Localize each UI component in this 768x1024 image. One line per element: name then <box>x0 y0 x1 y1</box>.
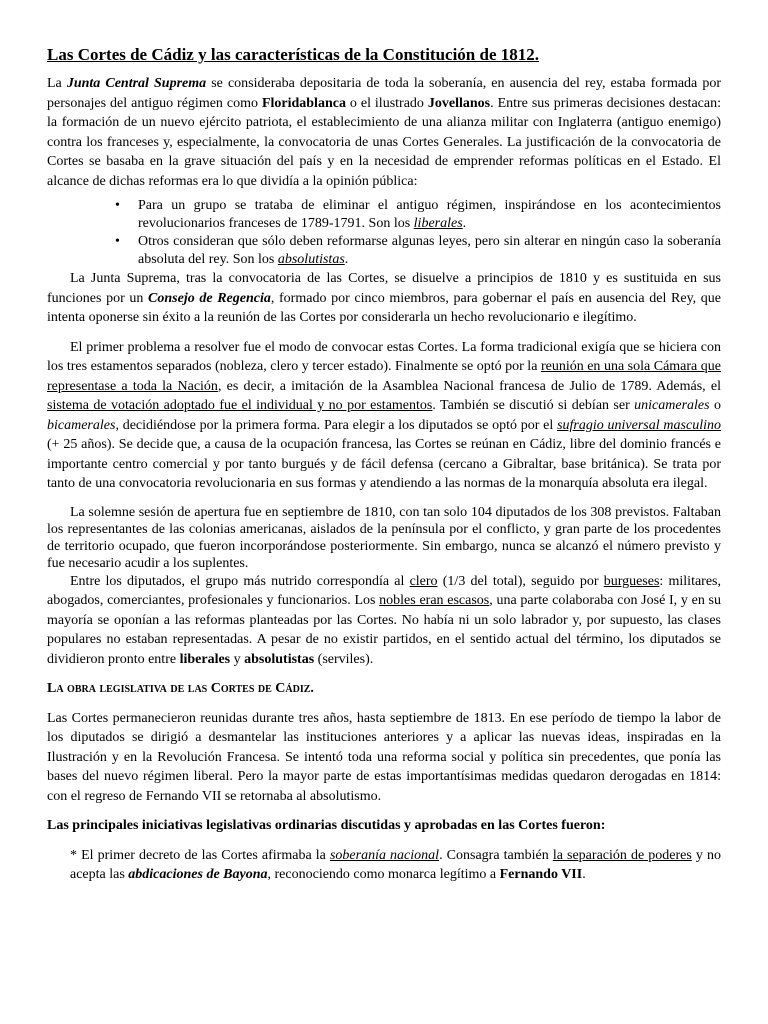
bold-term: absolutistas <box>244 651 315 667</box>
text-run: o el ilustrado <box>345 95 428 111</box>
text-run: . Consagra también <box>439 847 553 863</box>
subheading-text: Las principales iniciativas legislativas ordinarias discutidas y aprobadas en las Cortes fueron: <box>47 818 606 833</box>
text-run: . <box>462 216 467 231</box>
text-run: Entre los diputados, el grupo más nutrido correspondía al <box>70 573 410 589</box>
bullet-icon: • <box>115 198 120 213</box>
text-run: La Junta Suprema, tras la convocatoria de las Cortes, se disuelve a principios de 1810 y es sustituida en sus funciones por un <box>47 271 721 306</box>
name-jovellanos: Jovellanos <box>427 95 491 111</box>
text-run: (1/3 del total), seguido por <box>437 573 604 589</box>
text-run: o <box>709 398 721 413</box>
underlined-phrase: nobles eran escasos <box>379 593 490 608</box>
term-bayona: abdicaciones de Bayona <box>128 867 268 882</box>
section-subheading <box>47 816 721 836</box>
underlined-phrase: sistema de votación adoptado fue el individual y no por estamentos <box>47 398 433 413</box>
text-run: Para un grupo se trataba de eliminar el antiguo régimen, inspirándose en los acontecimientos revolucionarios franceses de 1789-1791. Son los <box>138 198 721 231</box>
list-item <box>115 233 721 269</box>
paragraph-convocatoria <box>47 338 721 494</box>
bullet-list <box>47 197 721 269</box>
paragraph-junta-suprema <box>47 269 721 328</box>
text-run: y no acepta las <box>70 847 722 882</box>
list-item <box>115 197 721 233</box>
term-consejo-regencia: Consejo de Regencia <box>148 290 271 306</box>
document-title: Las Cortes de Cádiz y las características de la Constitución de 1812. <box>47 45 540 64</box>
paragraph-junta-central <box>47 74 721 191</box>
text-run: Otros consideran que sólo deben reformarse algunas leyes, pero sin alterar en ningún caso la soberanía absoluta del rey. Son los <box>138 234 721 267</box>
italic-term: unicamerales <box>634 398 710 413</box>
paragraph-diputados <box>47 572 721 670</box>
text-run: , es decir, a imitación de la Asamblea Nacional francesa de Julio de 1789. Además, el <box>217 378 722 394</box>
text-run: , decidiéndose por la primera forma. Para elegir a los diputados se optó por el <box>115 417 558 433</box>
term-junta-central: Junta Central Suprema <box>66 76 207 91</box>
text-run: , una parte colaboraba con José I, y en su mayoría se oponían a las reformas planteadas por las Cortes. No había ni un solo labrador y, por supuesto, las clases populares no estaban representadas. A pesar de no existir partidos, en el sentido actual del término, los diputados se dividieron pronto entre <box>47 593 721 667</box>
italic-term: bicamerales <box>47 417 116 433</box>
text-run: : militares, abogados, comerciantes, profesionales y funcionarios. Los <box>47 573 721 608</box>
name-floridablanca: Floridablanca <box>261 95 346 111</box>
text-run: . Entre sus primeras decisiones destacan: la formación de un nuevo ejército patriota, el establecimiento de una alianza militar con Inglaterra (antiguo enemigo) contra los franceses y, especialmente, la convocatoria de unas Cortes Generales. La justificación de la convocatoria de Cortes se basaba en la grave situación del país y en la necesidad de emprender reformas políticas en el Estado. El alcance de dichas reformas era lo que dividía a la opinión pública: <box>47 95 721 189</box>
term-liberales: liberales <box>413 216 463 231</box>
text-run: , formado por cinco miembros, para gobernar el país en ausencia del Rey, que intenta oponerse sin éxito a la reunión de las Cortes por considerarla un hecho revolucionario e ilegítimo. <box>47 290 722 325</box>
underlined-phrase: clero <box>409 573 438 589</box>
name-fernando: Fernando VII <box>499 867 583 882</box>
text-run: El primer problema a resolver fue el modo de convocar estas Cortes. La forma tradicional exigía que se hiciera con los tres estamentos separados (nobleza, clero y tercer estado). Finalmente se optó por la <box>47 339 721 374</box>
paragraph-obra-legislativa: Las Cortes permanecieron reunidas durante tres años, hasta septiembre de 1813. En ese período de tiempo la labor de los diputados se dirigió a desmantelar las instituciones anteriores y a aplicar las nuevas ideas, inspiradas en la Ilustración y en la Revolución Francesa. Se intentó toda una reforma social y política sin precedentes, que ponía las bases del nuevo régimen liberal. Pero la mayor parte de estas importantísimas medidas quedaron derogadas en 1814: con el regreso de Fernando VII se retornaba al absolutismo. <box>47 710 721 804</box>
text-run: (+ 25 años). Se decide que, a causa de la ocupación francesa, las Cortes se reúnan en Cádiz, libre del dominio francés e importante centro comercial y por tanto burgués y de fácil defensa (cercano a Gibraltar, base británica). Se trata por tanto de una convocatoria revolucionaria en sus formas y atendiendo a las normas de la monarquía absoluta era ilegal. <box>47 437 721 491</box>
term-absolutistas: absolutistas <box>277 252 345 267</box>
text-run: , reconociendo como monarca legítimo a <box>267 867 500 882</box>
text-run: * El primer decreto de las Cortes afirmaba la <box>70 847 330 863</box>
term-soberania: soberanía nacional <box>329 847 440 863</box>
bold-term: liberales <box>179 651 231 667</box>
text-run: La <box>47 76 67 91</box>
term-sufragio: sufragio universal masculino <box>557 417 721 433</box>
paragraph-apertura: La solemne sesión de apertura fue en septiembre de 1810, con tan solo 104 diputados de los 308 previstos. Faltaban los representantes de las colonias americanas, aislados de la península por el conflicto, y gran parte de los procedentes de territorio ocupado, que fueron incorporándose posteriormente. Sin embargo, nunca se alcanzó el número previsto y fue necesario acudir a los suplentes. <box>47 504 721 571</box>
section-heading: La obra legislativa de las Cortes de Cádiz. <box>47 681 314 696</box>
paragraph-primer-decreto <box>47 846 721 885</box>
underlined-phrase: la separación de poderes <box>552 847 692 863</box>
text-run: . También se discutió si debían ser <box>432 398 635 413</box>
text-run: . <box>582 867 586 882</box>
text-run: se consideraba depositaria de toda la soberanía, en ausencia del rey, estaba formada por personajes del antiguo régimen como <box>47 76 721 111</box>
text-run: (serviles). <box>314 651 374 667</box>
text-run: y <box>230 651 245 667</box>
bullet-icon: • <box>115 234 120 249</box>
underlined-phrase: burgueses <box>603 573 660 589</box>
text-run: . <box>344 252 349 267</box>
underlined-phrase: reunión en una sola Cámara que representase a toda la Nación <box>47 359 722 394</box>
